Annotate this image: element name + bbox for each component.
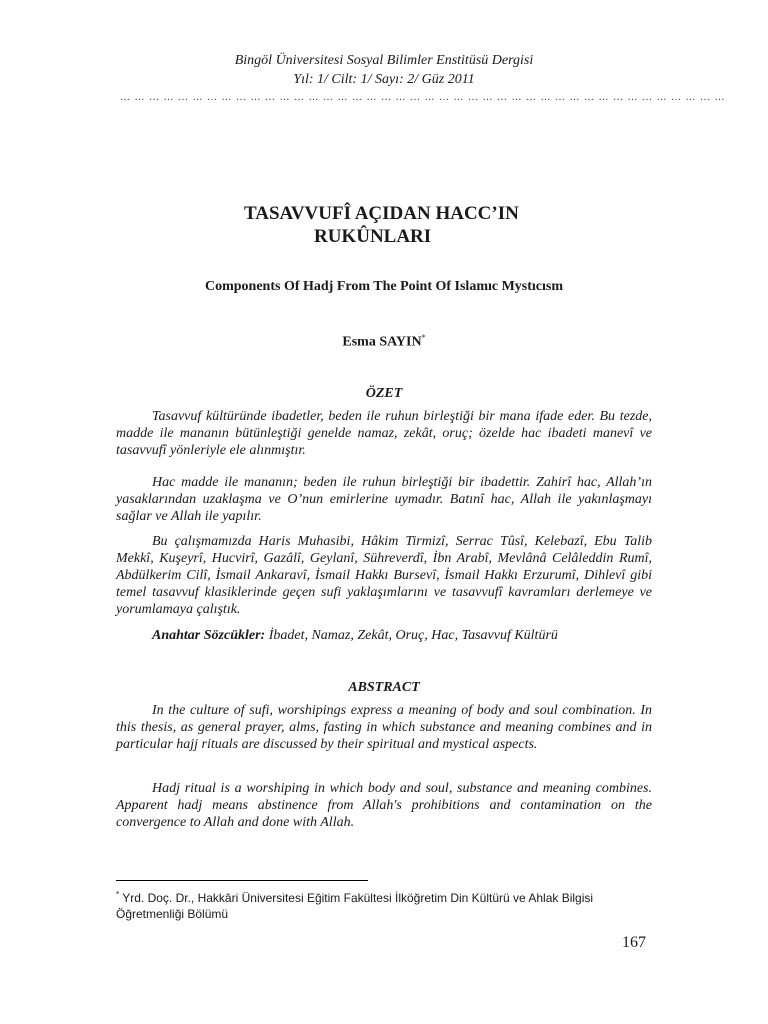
author-footnote-mark: *	[421, 333, 426, 342]
footnote-rule	[116, 880, 368, 881]
keywords-label: Anahtar Sözcükler:	[152, 628, 266, 643]
keywords-text: İbadet, Namaz, Zekât, Oruç, Hac, Tasavvuf Kültürü	[265, 628, 558, 643]
article-title-line2: RUKÛNLARI	[314, 226, 432, 247]
footnote-text: Yrd. Doç. Dr., Hakkâri Üniversitesi Eğitim Fakültesi İlköğretim Din Kültürü ve Ahlak Bilgisi Öğretmenliği Bölümü	[116, 891, 594, 921]
article-subtitle: Components Of Hadj From The Point Of Islamıc Mystıcısm	[204, 279, 564, 294]
journal-issue: Yıl: 1/ Cilt: 1/ Sayı: 2/ Güz 2011	[293, 72, 475, 87]
abstract-paragraph: Hadj ritual is a worshiping in which body and soul, substance and meaning combines. Apparent hadj means abstinence from Allah's prohibitions and contamination on the convergence to Allah and done with Allah.	[116, 781, 652, 830]
header-separator: … … … … … … … … … … … … … … … … … … … … … … … … … … … … … … … … … … … … … … … … … …	[120, 92, 726, 103]
ozet-paragraph: Hac madde ile mananın; beden ile ruhun birleştiği bir ibadettir. Zahirî hac, Allah’ın yasaklarından uzaklaşma ve O’nun emirlerine uymadır. Batınî hac, Allah ile yakınlaşmayı sağlar ve Allah ile yapılır.	[116, 475, 652, 524]
ozet-heading: ÖZET	[365, 386, 403, 401]
keywords	[116, 627, 652, 644]
ozet-paragraph: Bu çalışmamızda Haris Muhasibi, Hâkim Tirmizî, Serrac Tûsî, Kelebazî, Ebu Talib Mekkî, Kuşeyrî, Hucvirî, Gazâlî, Geylanî, Sühreverdî, İbn Arabî, Mevlânâ Celâleddin Rumî, Abdülkerim Cilî, İsmail Ankaravî, İsmail Hakkı Bursevî, İsmail Hakkı Erzurumî, Dihlevî gibi temel tasavvuf klasiklerinde geçen sufi yaklaşımlarını ve tasavvufî kavramları derlemeye ve yorumlamaya çalıştık.	[116, 534, 652, 617]
footnote	[116, 887, 652, 922]
journal-name: Bingöl Üniversitesi Sosyal Bilimler Enstitüsü Dergisi	[234, 53, 534, 68]
author	[0, 333, 768, 351]
ozet-paragraph: Tasavvuf kültüründe ibadetler, beden ile ruhun birleştiği bir mana ifade eder. Bu tezde, madde ile mananın bütünleştiği genelde namaz, zekât, oruç; özelde hac ibadeti manevî ve tasavvufî yönleriyle ele alınmıştır.	[116, 409, 652, 458]
author-name: Esma SAYIN	[342, 334, 422, 350]
page-number: 167	[622, 934, 646, 951]
abstract-paragraph: In the culture of sufi, worshipings express a meaning of body and soul combination. In this thesis, as general prayer, alms, fasting in which substance and meaning combines and in particular hajj rituals are discussed by their spiritual and mystical aspects.	[116, 703, 652, 752]
article-title-line1: TASAVVUFÎ AÇIDAN HACC’IN	[244, 203, 519, 224]
footnote-mark: *	[116, 890, 120, 899]
abstract-heading: ABSTRACT	[348, 680, 420, 695]
